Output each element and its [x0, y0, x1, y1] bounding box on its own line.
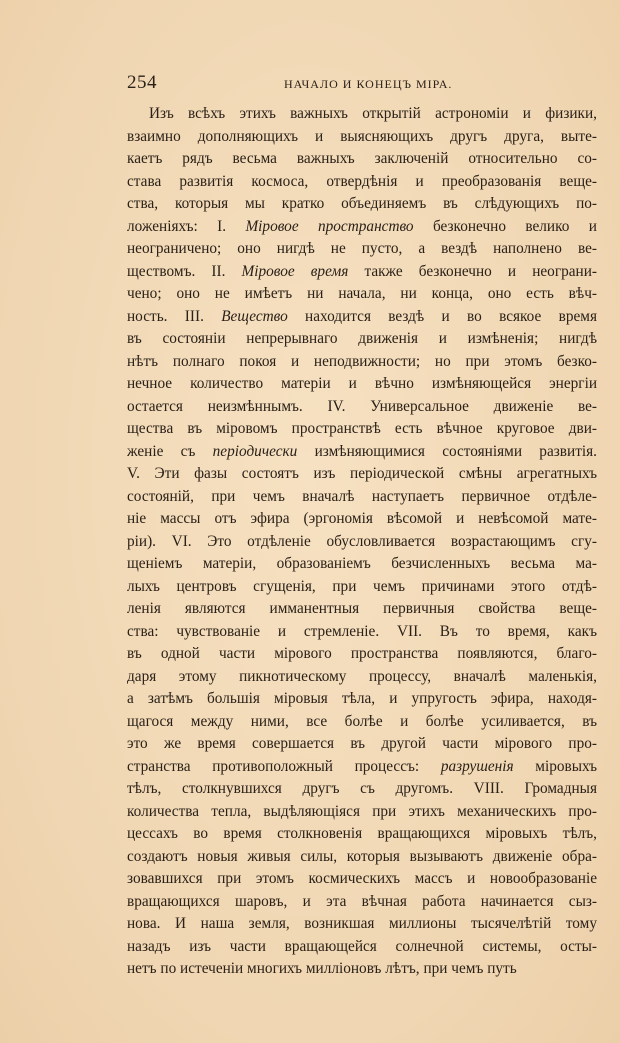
text-segment: странства противоположный процессъ: — [127, 757, 441, 775]
text-segment: находится вездѣ и во всякое время — [287, 307, 597, 325]
text-line — [127, 958, 597, 981]
text-line — [127, 868, 597, 891]
text-segment: міровыхъ — [513, 757, 597, 775]
text-line — [127, 148, 597, 171]
text-segment: назадъ изъ части вращающейся солнечной системы, осты- — [127, 937, 597, 955]
text-segment: ность. III. — [127, 307, 222, 325]
text-segment: щагося между ними, все болѣе и болѣе усиливается, въ — [127, 712, 597, 730]
text-line — [127, 171, 597, 194]
text-segment: щеніемъ матеріи, образованіемъ безчисленныхъ весьма ма- — [127, 555, 597, 572]
text-line — [127, 126, 597, 149]
text-segment: создаютъ новыя живыя силы, которыя вызываютъ движеніе обра- — [127, 847, 597, 865]
text-line — [127, 576, 597, 599]
text-segment: въ одной части мірового пространства появляются, благо- — [127, 645, 597, 662]
text-line — [127, 733, 597, 756]
text-segment: количества тепла, выдѣляющіяся при этихъ механическихъ про- — [127, 802, 597, 820]
text-line — [127, 396, 597, 419]
italic-term: періодически — [212, 442, 298, 460]
text-segment: щества въ міровомъ пространствѣ есть вѣчное круговое дви- — [127, 420, 597, 437]
text-segment: нетъ по истеченіи многихъ милліоновъ лѣтъ, при чемъ путь — [127, 960, 517, 977]
text-line — [127, 418, 597, 441]
text-segment: ложеніяхъ: I. — [127, 217, 246, 235]
text-line — [127, 531, 597, 554]
text-segment: также безконечно и неограни- — [348, 262, 597, 280]
body-text — [127, 103, 597, 981]
text-segment: каетъ рядъ весьма важныхъ заключеній относительно со- — [127, 150, 597, 167]
text-line — [127, 238, 597, 261]
text-segment: нѣтъ полнаго покоя и неподвижности; но при этомъ безко- — [127, 352, 597, 370]
text-line — [127, 216, 597, 239]
text-segment: цессахъ во время столкновенія вращающихся міровыхъ тѣлъ, — [127, 825, 597, 842]
text-line — [127, 103, 597, 126]
page-number: 254 — [127, 72, 157, 93]
text-segment: ства, которыя мы кратко объединяемъ въ слѣдующихъ по- — [127, 195, 597, 212]
text-segment: даря этому пикнотическому процессу, вначалѣ маленькія, — [127, 667, 597, 685]
text-line — [127, 756, 597, 779]
text-segment: ленія являются имманентныя первичныя свойства веще- — [127, 600, 597, 617]
page-header — [127, 72, 597, 94]
text-segment: ществомъ. II. — [127, 262, 242, 280]
text-line — [127, 621, 597, 644]
text-line — [127, 598, 597, 621]
running-title: НАЧАЛО И КОНЕЦЪ МІРА. — [284, 77, 453, 91]
text-segment: а затѣмъ большія міровыя тѣла, и упругость эфира, находя- — [127, 690, 597, 707]
text-segment: чено; оно не имѣетъ ни начала, ни конца, оно есть вѣч- — [127, 285, 597, 302]
text-segment: это же время совершается въ другой части мірового про- — [127, 735, 597, 752]
text-line — [127, 801, 597, 824]
text-line — [127, 666, 597, 689]
text-segment: измѣняющимися состояніями развитія. — [297, 442, 597, 460]
text-segment: безконечно велико и — [413, 217, 597, 235]
text-segment: въ состояніи непрерывнаго движенія и измѣненія; нигдѣ — [127, 330, 597, 347]
text-line — [127, 823, 597, 846]
italic-term: разрушенія — [440, 757, 514, 775]
text-line — [127, 351, 597, 374]
text-line — [127, 463, 597, 486]
text-segment: Изъ всѣхъ этихъ важныхъ открытій астрономіи и физики, — [149, 105, 597, 122]
text-segment: ріи). VI. Это отдѣленіе обусловливается возрастающимъ сгу- — [127, 532, 597, 550]
text-segment: лыхъ центровъ сгущенія, при чемъ причинами этого отдѣ- — [127, 577, 597, 595]
text-line — [127, 193, 597, 216]
text-segment: взаимно дополняющихъ и выясняющихъ другъ друга, выте- — [127, 127, 597, 145]
text-segment: нова. И наша земля, возникшая миллионы тысячелѣтій тому — [127, 915, 597, 932]
text-segment: неограничено; оно нигдѣ не пусто, а вездѣ наполнено ве- — [127, 240, 597, 257]
italic-term: Міровое время — [241, 262, 349, 280]
text-line — [127, 778, 597, 801]
text-line — [127, 261, 597, 284]
text-segment: зовавшихся при этомъ космическихъ массъ и новообразованіе — [127, 870, 597, 887]
text-segment: тѣлъ, столкнувшихся другъ съ другомъ. VIII. Громадныя — [127, 780, 597, 797]
text-line — [127, 711, 597, 734]
text-line — [127, 373, 597, 396]
text-line — [127, 936, 597, 959]
text-line — [127, 913, 597, 936]
italic-term: Вещество — [221, 307, 288, 325]
text-line — [127, 846, 597, 869]
text-line — [127, 486, 597, 509]
text-line — [127, 441, 597, 464]
text-segment: женіе съ — [127, 442, 213, 460]
text-segment: остается неизмѣннымъ. IV. Универсальное движеніе ве- — [127, 397, 597, 415]
text-line — [127, 553, 597, 576]
text-segment: состояній, при чемъ вначалѣ наступаетъ первичное отдѣле- — [127, 487, 597, 505]
text-line — [127, 283, 597, 306]
text-line — [127, 508, 597, 531]
text-line — [127, 891, 597, 914]
text-line — [127, 688, 597, 711]
text-segment: ства: чувствованіе и стремленіе. VII. Въ то время, какъ — [127, 622, 597, 640]
text-segment: става развитія космоса, отвердѣнія и преобразованія веще- — [127, 172, 597, 190]
italic-term: Міровое пространство — [245, 217, 414, 235]
text-segment: ніе массы отъ эфира (эргономія вѣсомой и невѣсомой мате- — [127, 510, 597, 527]
text-segment: вращающихся шаровъ, и эта вѣчная работа начинается сыз- — [127, 892, 597, 910]
text-segment: V. Эти фазы состоятъ изъ періодической смѣны агрегатныхъ — [127, 465, 597, 482]
text-line — [127, 328, 597, 351]
text-segment: нечное количество матеріи и вѣчно измѣняющейся энергіи — [127, 375, 597, 392]
text-line — [127, 643, 597, 666]
text-line — [127, 306, 597, 329]
